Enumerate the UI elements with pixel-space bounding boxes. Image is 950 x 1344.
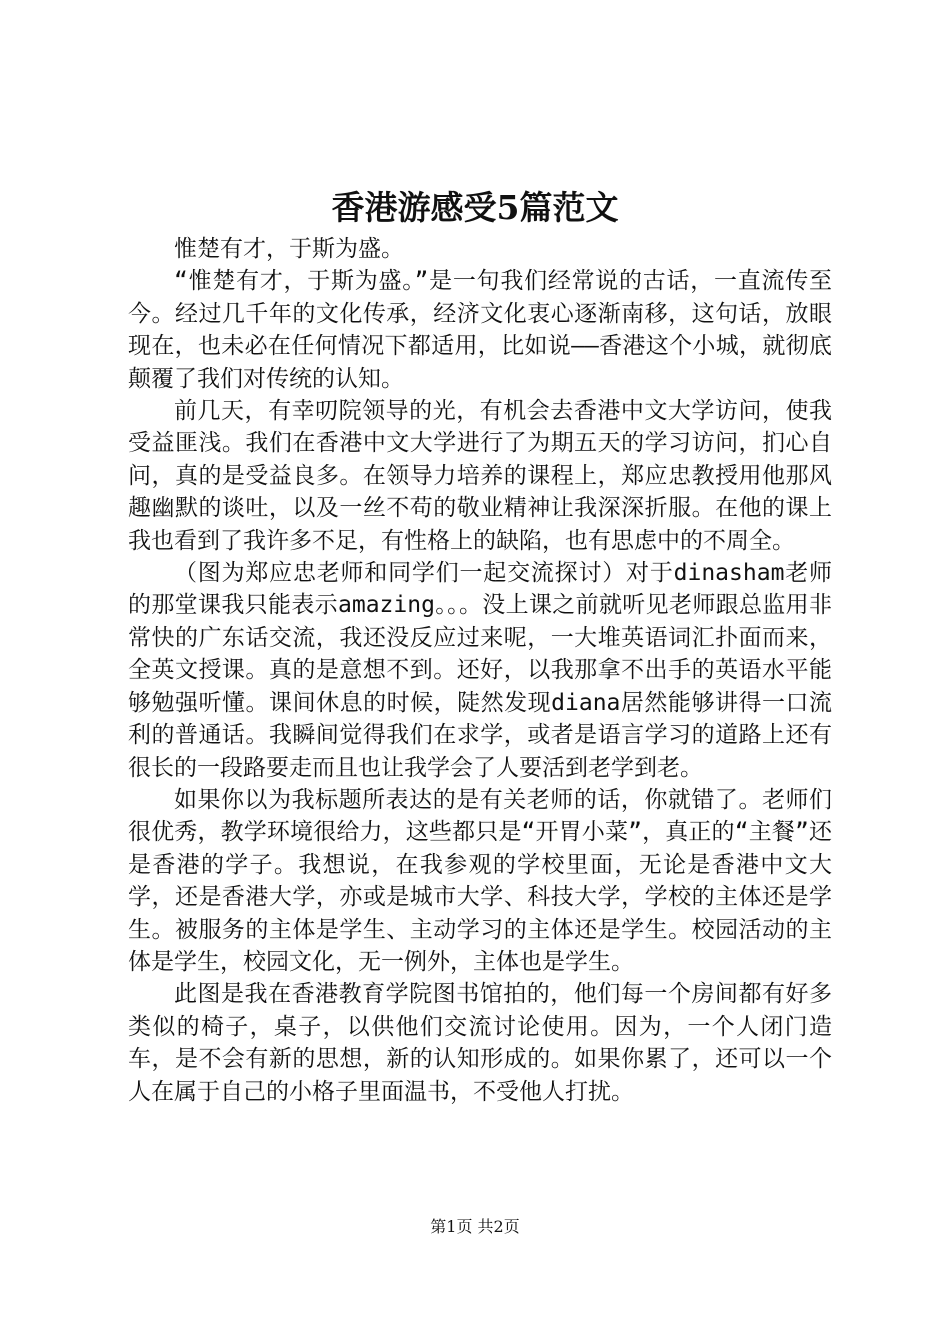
paragraph: 惟楚有才，于斯为盛。 bbox=[174, 236, 404, 262]
document-body bbox=[128, 233, 832, 1108]
document-title: 香港游感受5篇范文 bbox=[331, 188, 619, 227]
page-footer: 第1页 共2页 bbox=[430, 1217, 520, 1236]
paragraph: 如果你以为我标题所表达的是有关老师的话，你就错了。老师们很优秀，教学环境很给力，这些都只是“开胃小菜”，真正的“主餐”还是香港的学子。我想说，在我参观的学校里面，无论是香港中文大学，还是香港大学，亦或是城市大学、科技大学，学校的主体还是学生。被服务的主体是学生、主动学习的主体还是学生。校园活动的主体是学生，校园文化，无一例外，主体也是学生。 bbox=[128, 786, 832, 975]
paragraph: （图为郑应忠老师和同学们一起交流探讨）对于dinasham老师的那堂课我只能表示amazing。。。没上课之前就听见老师跟总监用非常快的广东话交流，我还没反应过来呢，一大堆英语词汇扑面而来，全英文授课。真的是意想不到。还好，以我那拿不出手的英语水平能够勉强听懂。课间休息的时候，陡然发现diana居然能够讲得一口流利的普通话。我瞬间觉得我们在求学，或者是语言学习的道路上还有很长的一段路要走而且也让我学会了人要活到老学到老。 bbox=[128, 560, 832, 781]
paragraph: 此图是我在香港教育学院图书馆拍的，他们每一个房间都有好多类似的椅子，桌子，以供他们交流讨论使用。因为，一个人闭门造车，是不会有新的思想，新的认知形成的。如果你累了，还可以一个人在属于自己的小格子里面温书，不受他人打扰。 bbox=[128, 981, 832, 1105]
paragraph: 前几天，有幸叨院领导的光，有机会去香港中文大学访问，使我受益匪浅。我们在香港中文大学进行了为期五天的学习访问，扪心自问，真的是受益良多。在领导力培养的课程上，郑应忠教授用他那风趣幽默的谈吐，以及一丝不苟的敬业精神让我深深折服。在他的课上我也看到了我许多不足，有性格上的缺陷，也有思虑中的不周全。 bbox=[128, 398, 832, 554]
paragraph: “惟楚有才，于斯为盛。”是一句我们经常说的古话，一直流传至今。经过几千年的文化传承，经济文化衷心逐渐南移，这句话，放眼现在，也未必在任何情况下都适用，比如说——香港这个小城，就彻底颠覆了我们对传统的认知。 bbox=[128, 268, 832, 392]
